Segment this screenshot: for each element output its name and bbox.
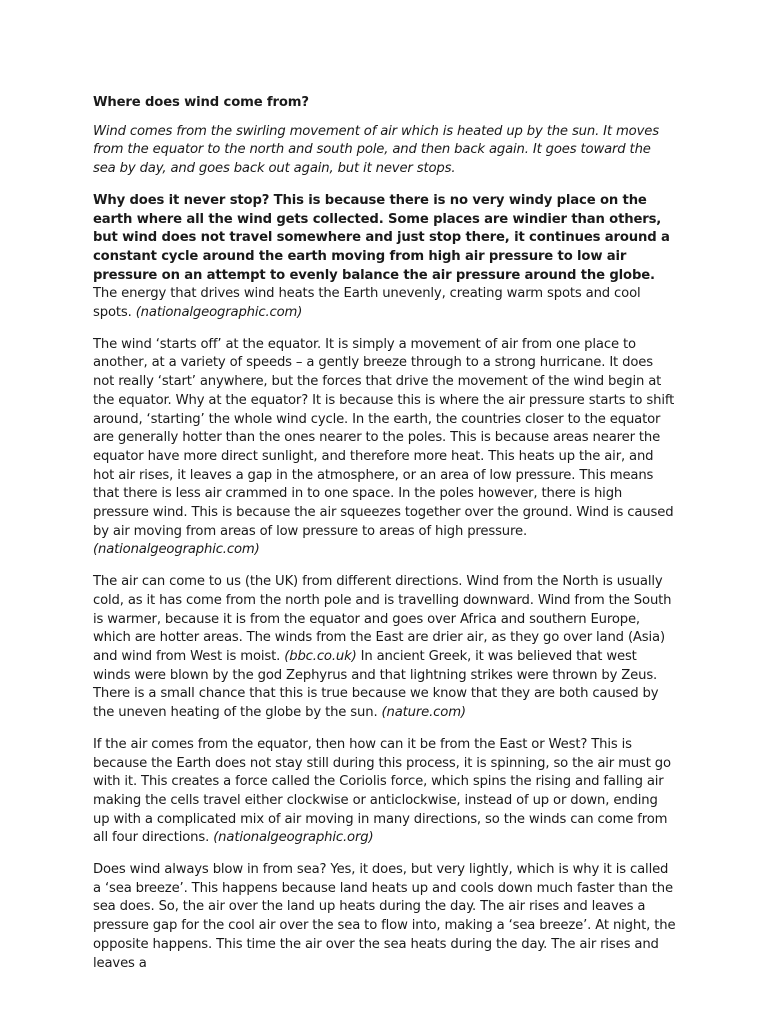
paragraph-text: Does wind always blow in from sea? Yes, it does, but very lightly, which is why it is called a ‘sea breeze’. This happens because land heats up and cools down much faster than the sea does. So, the air over the land up heats during the day. The air rises and leaves a pressure gap for the cool air over the sea to flow into, making a ‘sea breeze’. At night, the opposite happens. This time the air over the sea heats during the day. The air rises and leaves a — [93, 862, 676, 971]
citation: (nationalgeographic.com) — [93, 542, 260, 558]
paragraph-text: If the air comes from the equator, then how can it be from the East or West? This is because the Earth does not stay still during this process, it is spinning, so the air must go with it. This creates a force called the Coriolis force, which spins the rising and falling air making the cells travel either clockwise or anticlockwise, instead of up or down, ending up with a complicated mix of air moving in many directions, so the winds can come from all four directions. — [93, 736, 671, 846]
citation: (nature.com) — [381, 705, 466, 721]
document-heading: Where does wind come from? — [93, 95, 309, 110]
paragraph-bold-text: Why does it never stop? This is because there is no very windy place on the earth where all the wind gets collected. Some places are windier than others, but wind does not travel somewhere and just stop there, it continues around a constant cycle around the earth moving from high air pressure to low air pressure on an attempt to evenly balance the air pressure around the globe. — [93, 192, 670, 283]
citation: (nationalgeographic.org) — [213, 830, 374, 846]
paragraph-text: The air can come to us (the UK) from different directions. Wind from the North is usually cold, as it has come from the north pole and is travelling downward. Wind from the South is warmer, because it is from the equator and goes over Africa and southern Europe, which are hotter areas. The winds from the East are drier air, as they go over land (Asia) and wind from West is moist. — [93, 574, 672, 664]
citation: (nationalgeographic.com) — [135, 305, 303, 321]
paragraph-never-stop — [93, 192, 677, 323]
paragraph-starts-off — [93, 336, 677, 560]
paragraph-text: The wind ‘starts off’ at the equator. It is simply a movement of air from one place to another, at a variety of speeds – a gently breeze through to a strong hurricane. It does not really ‘start’ anywhere, but the forces that drive the movement of the wind begin at the equator. Why at the equator? It is because this is where the air pressure starts to shift around, ‘starting’ the whole wind cycle. In the earth, the countries closer to the equator are generally hotter than the ones nearer to the poles. This is because areas nearer the equator have more direct sunlight, and therefore more heat. This heats up the air, and hot air rises, it leaves a gap in the atmosphere, or an area of low pressure. This means that there is less air crammed in to one space. In the poles however, there is high pressure wind. This is because the air squeezes together over the ground. Wind is caused by air moving from areas of low pressure to areas of high pressure. — [93, 336, 675, 539]
intro-paragraph: Wind comes from the swirling movement of air which is heated up by the sun. It moves from the equator to the north and south pole, and then back again. It goes toward the sea by day, and goes back out again, but it never stops. — [93, 123, 659, 177]
paragraph-text: In ancient Greek, it was believed that west winds were blown by the god Zephyrus and that lightning strikes were thrown by Zeus. There is a small chance that this is true because we know that they are both caused by the uneven heating of the globe by the sun. — [93, 648, 659, 721]
document-page — [93, 94, 677, 986]
paragraph-directions — [93, 573, 677, 723]
paragraph-text: The energy that drives wind heats the Earth unevenly, creating warm spots and cool spots. — [93, 286, 641, 321]
paragraph-coriolis — [93, 736, 677, 848]
paragraph-sea-breeze — [93, 861, 677, 973]
citation: (bbc.co.uk) — [284, 648, 357, 664]
